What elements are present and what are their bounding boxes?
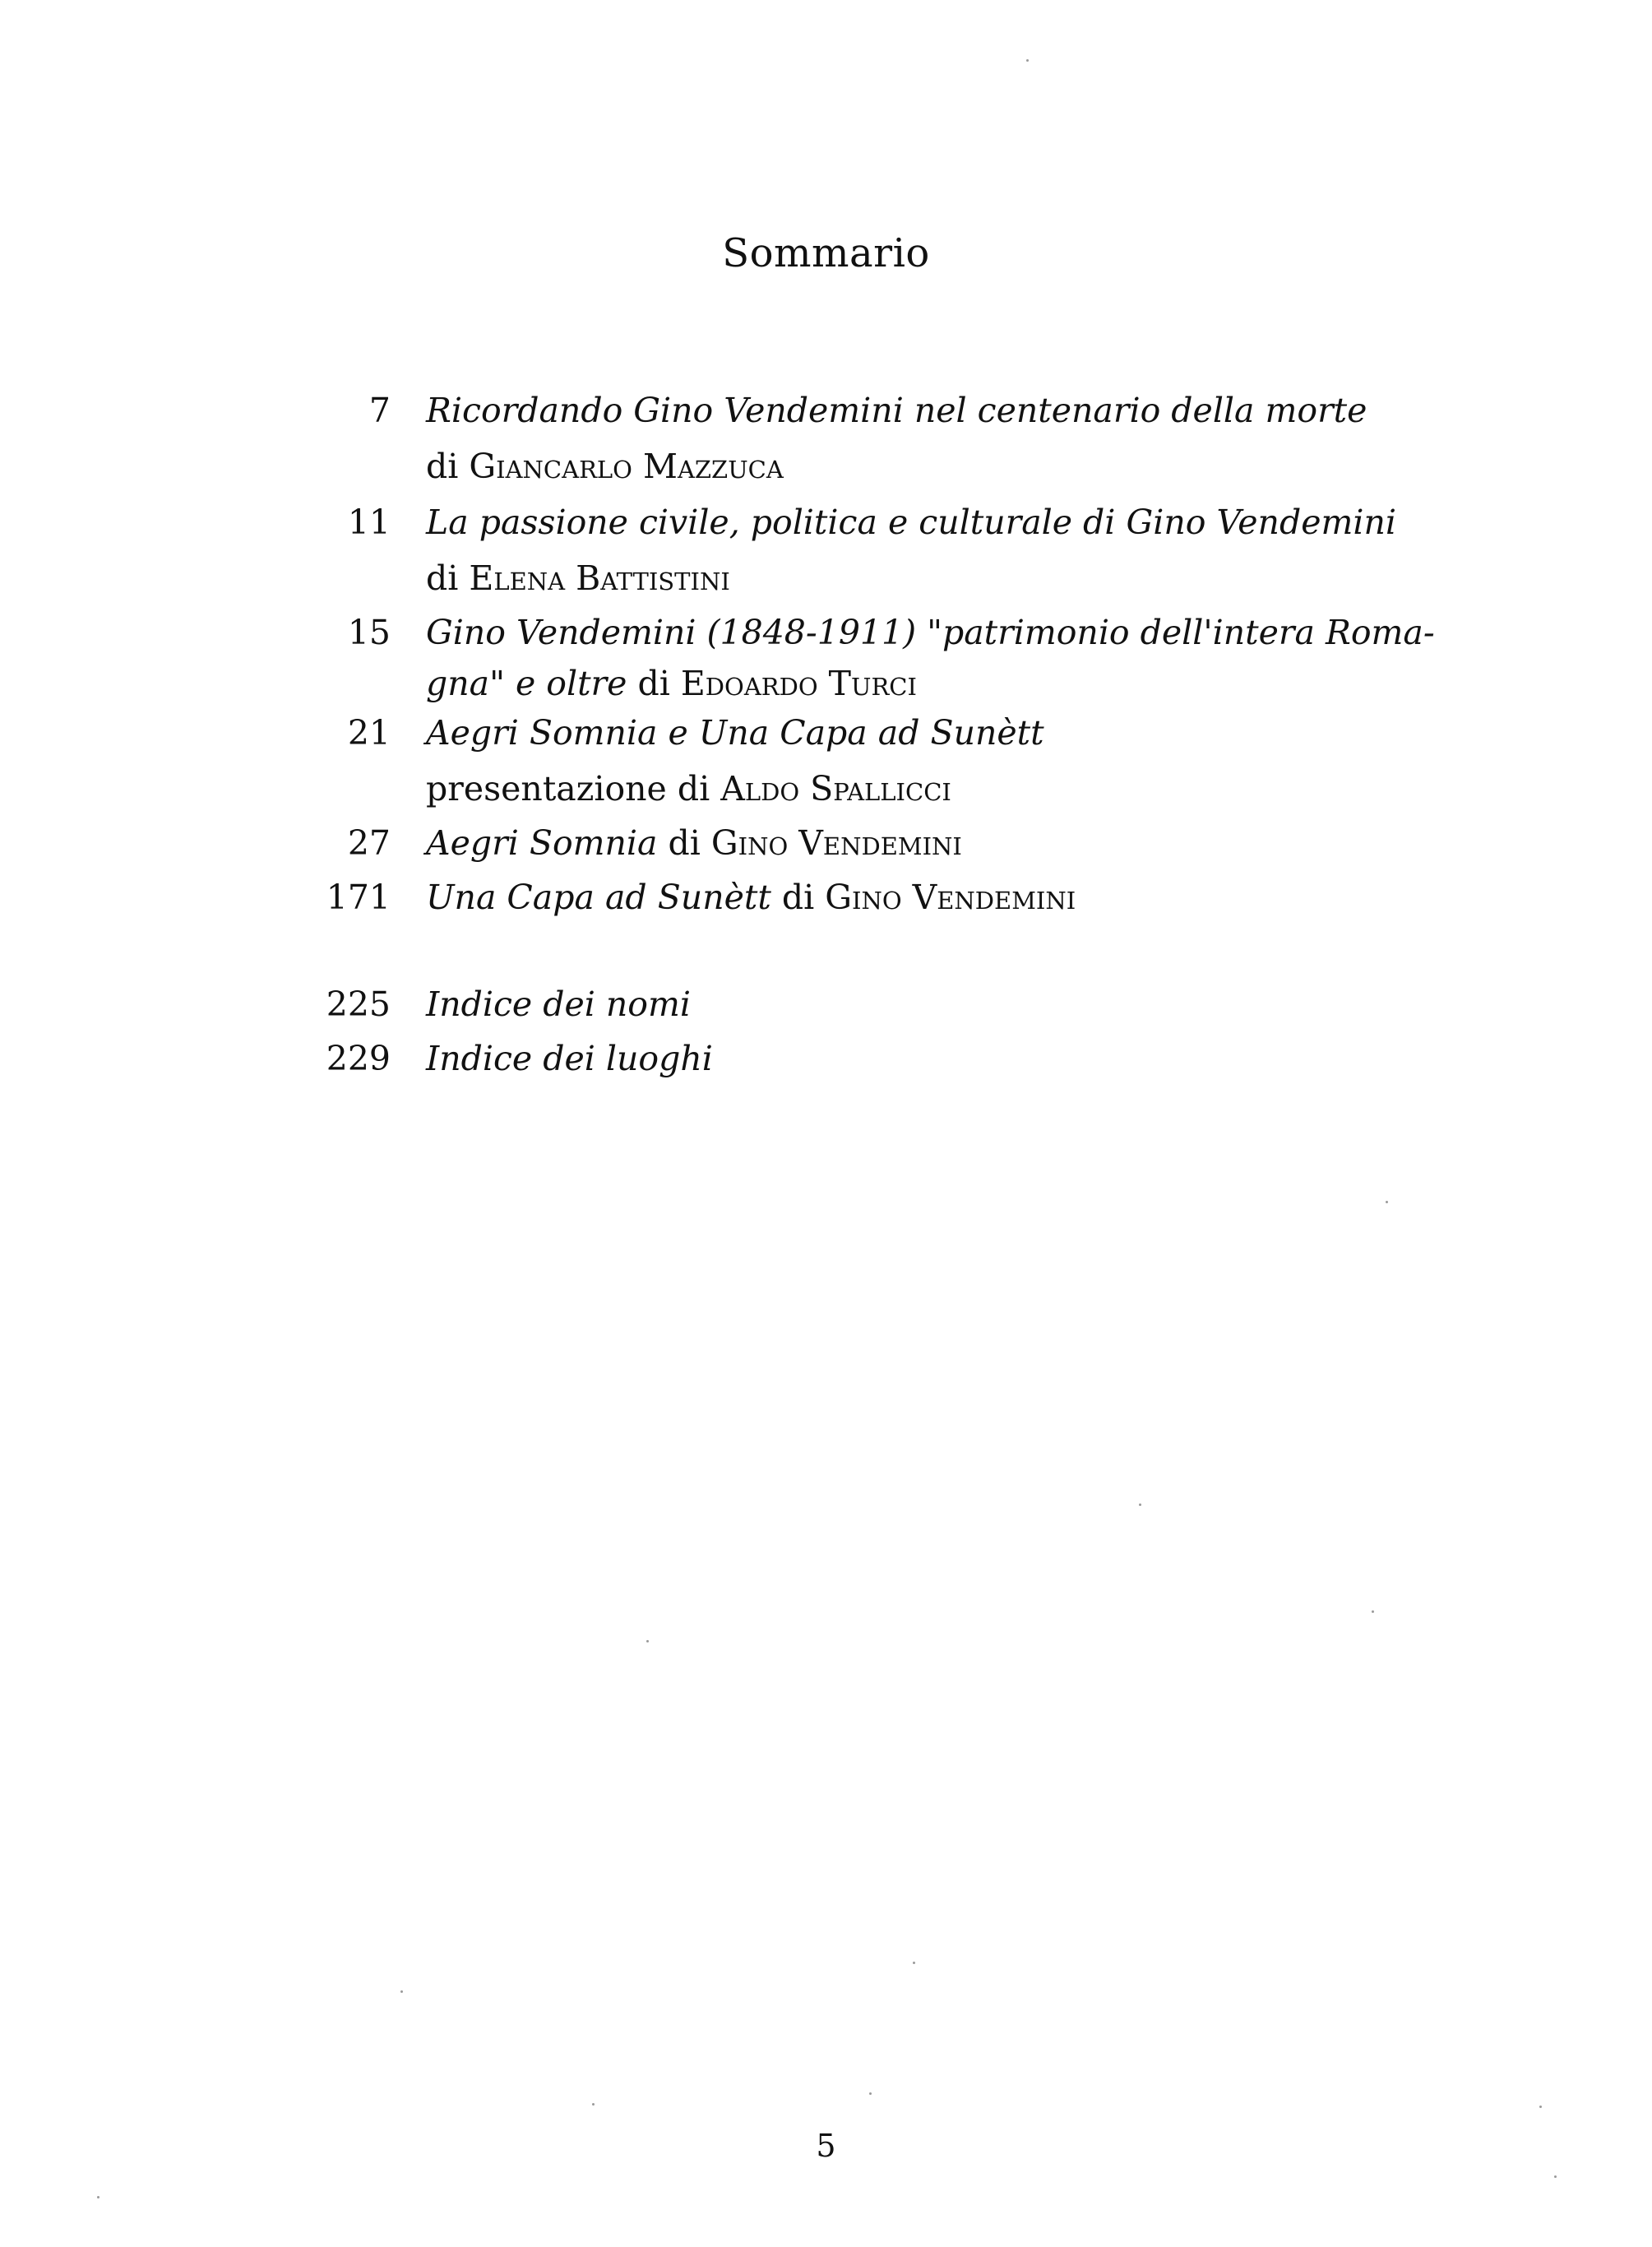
toc-entry-title: Gino Vendemini (1848-1911) "patrimonio dell'intera Roma- (426, 613, 1435, 652)
page-title: Sommario (722, 230, 930, 276)
toc-entry-connector: di (657, 823, 711, 863)
toc-page-number: 7 (368, 391, 391, 430)
toc-entry-text (426, 607, 1435, 658)
scan-speck (1026, 59, 1029, 62)
toc-entry-title: Ricordando Gino Vendemini nel centenario della morte (426, 391, 1367, 430)
scan-speck (1372, 1610, 1374, 1613)
toc-entry-text (426, 707, 1044, 758)
toc-entry-author: Aldo Spallicci (720, 769, 951, 808)
scan-speck (646, 1640, 649, 1642)
index-entry-line (0, 1033, 1652, 1084)
scan-speck (1539, 2106, 1542, 2108)
toc-entry-line (0, 818, 1652, 869)
toc-entry-text (426, 385, 1367, 436)
toc-page-number: 27 (347, 823, 391, 863)
toc-entry-text (426, 818, 962, 869)
toc-entry-author: Edoardo Turci (680, 664, 917, 703)
scan-speck (1554, 2175, 1557, 2178)
toc-entry-connector: presentazione di (426, 769, 721, 808)
scan-speck (400, 1990, 403, 1993)
toc-entry-title-continued: gna" e oltre (426, 664, 627, 703)
toc-entry-text (426, 763, 951, 814)
toc-page-number: 15 (347, 613, 391, 652)
index-page-number: 225 (326, 985, 391, 1024)
toc-entry-title: Una Capa ad Sunètt (426, 878, 771, 917)
toc-entry-line (0, 497, 1652, 548)
toc-entry-connector: di (627, 664, 681, 703)
toc-entry-text (426, 497, 1396, 548)
toc-entry-text (426, 441, 784, 492)
toc-entry-author: Gino Vendemini (710, 823, 962, 863)
index-entry-title: Indice dei nomi (426, 985, 691, 1024)
scan-speck (1386, 1201, 1388, 1203)
index-entry-title: Indice dei luoghi (426, 1039, 713, 1078)
toc-entry-text (426, 553, 730, 604)
page-number-footer: 5 (816, 2128, 836, 2164)
toc-entry-line (0, 607, 1652, 658)
toc-entry-line (0, 441, 1652, 492)
index-entry-line (0, 979, 1652, 1030)
toc-entry-line (0, 658, 1652, 709)
toc-entry-title: La passione civile, politica e culturale di Gino Vendemini (426, 503, 1396, 542)
toc-entry-text (426, 658, 917, 709)
toc-entry-author: Gino Vendemini (825, 878, 1076, 917)
toc-entry-connector: di (770, 878, 826, 917)
scan-speck (592, 2103, 595, 2106)
scan-speck (1139, 1503, 1141, 1506)
toc-entry-connector: di (426, 558, 470, 598)
scan-speck (913, 1962, 915, 1964)
toc-entry-line (0, 707, 1652, 758)
toc-entry-title: Aegri Somnia (426, 823, 658, 863)
scan-speck (869, 2092, 872, 2095)
toc-entry-line (0, 872, 1652, 923)
toc-entry-author: Elena Battistini (469, 558, 730, 598)
toc-entry-text (426, 872, 1076, 923)
toc-entry-connector: di (426, 447, 470, 486)
toc-page-number: 21 (347, 713, 391, 753)
toc-entry-author: Giancarlo Mazzuca (469, 447, 784, 486)
toc-page-number: 171 (326, 878, 391, 917)
toc-entry-line (0, 553, 1652, 604)
toc-entry-line (0, 763, 1652, 814)
scan-speck (97, 2196, 99, 2198)
toc-entry-line (0, 385, 1652, 436)
toc-page-number: 11 (347, 503, 391, 542)
index-page-number: 229 (326, 1039, 391, 1078)
toc-entry-title: Aegri Somnia e Una Capa ad Sunètt (426, 713, 1044, 753)
